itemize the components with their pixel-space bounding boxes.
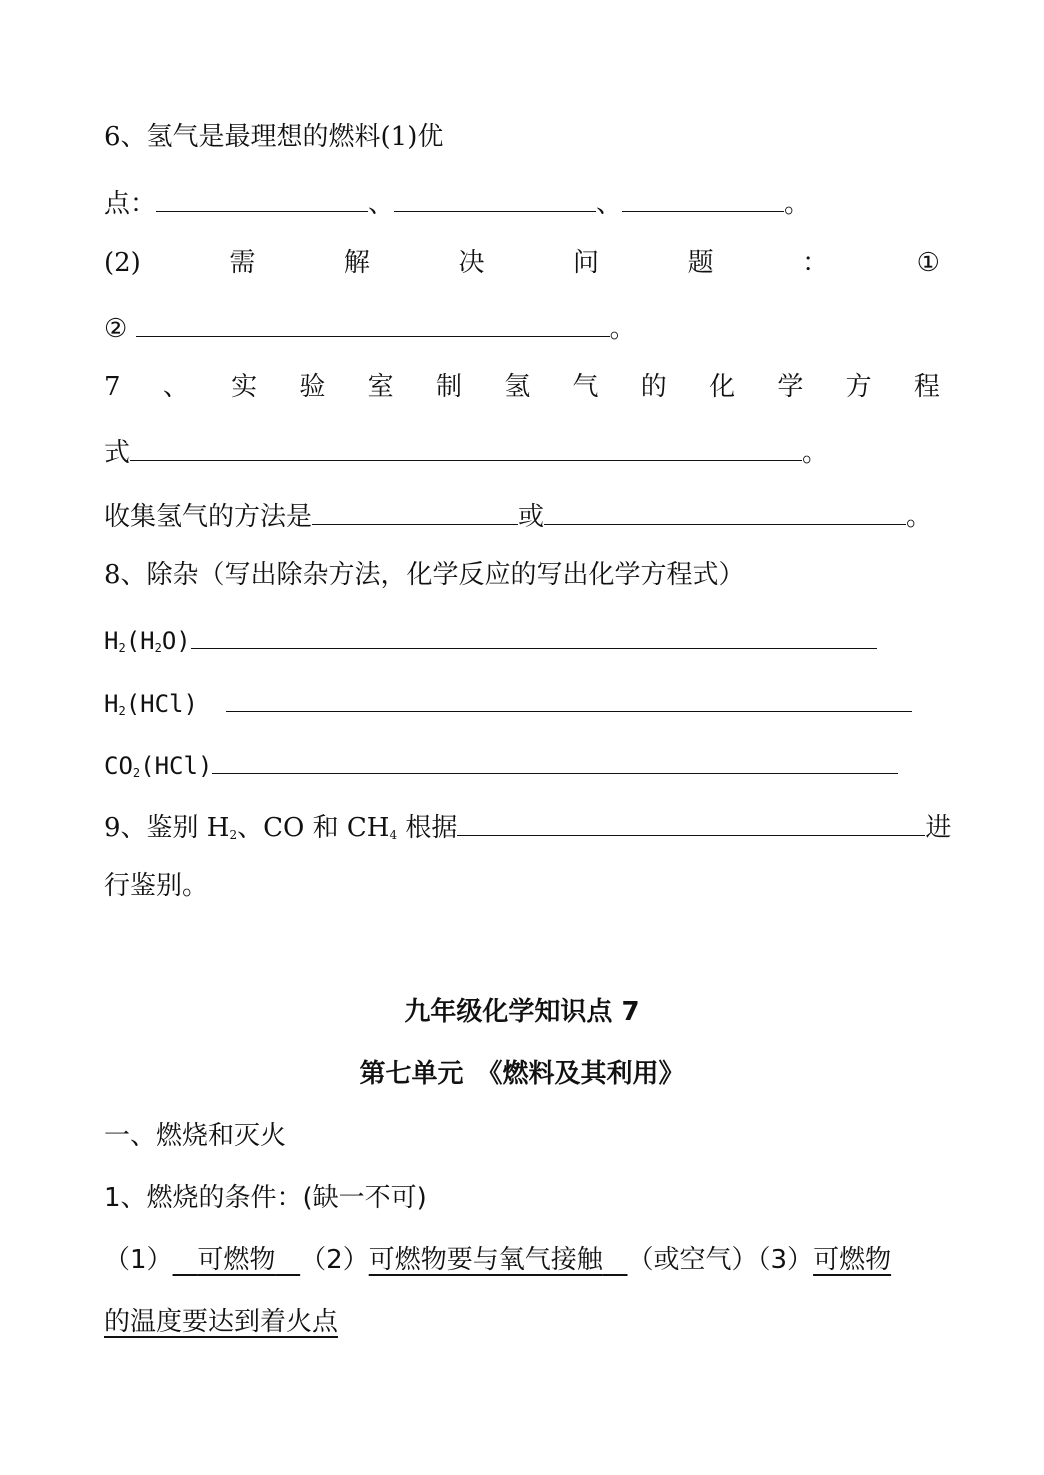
label: （2） (300, 1245, 369, 1275)
adv-label: 点： (104, 189, 157, 219)
q6-problem2-line (104, 306, 940, 346)
q8-row-h2-hcl (104, 681, 940, 721)
subscript: 2 (154, 641, 162, 655)
title-text: 九年级化学知识点 7 (404, 997, 640, 1027)
formula: O) (161, 627, 191, 655)
q6-line1 (104, 117, 940, 157)
formula: (H (125, 627, 155, 655)
heading-text: 一、燃烧和灭火 (104, 1121, 287, 1151)
period: 。 (609, 314, 636, 344)
q6-text: 6、氢气是最理想的燃料(1)优 (104, 122, 444, 152)
label: （或空气）（3） (627, 1245, 814, 1275)
subscript: 2 (132, 766, 141, 780)
char: 氢 (504, 372, 531, 402)
blank-adv-2[interactable] (394, 181, 596, 212)
char: 验 (299, 372, 326, 402)
char: (2) (104, 248, 141, 278)
q9-text: 进 (925, 813, 952, 843)
subscript: 2 (118, 704, 126, 718)
item-text: 1、燃烧的条件：(缺一不可) (104, 1183, 427, 1213)
answer-2 (369, 1245, 628, 1275)
char: 问 (573, 248, 600, 278)
period: 。 (906, 502, 933, 532)
blank-row1[interactable] (191, 618, 877, 649)
collect-label: 收集氢气的方法是 (104, 502, 313, 532)
char: 决 (458, 248, 485, 278)
char: 学 (777, 372, 804, 402)
char: ： (802, 248, 829, 278)
char: 室 (367, 372, 394, 402)
q6-problems-line (104, 243, 940, 283)
section-title (104, 992, 940, 1032)
q7-line1 (104, 367, 940, 407)
formula: H (104, 627, 119, 655)
q8-text: 8、除杂（写出除杂方法，化学反应的写出化学方程式） (104, 560, 745, 590)
conditions-line2 (104, 1302, 940, 1342)
char: 化 (709, 372, 736, 402)
blank-problem-2[interactable] (136, 306, 610, 337)
answer-1 (173, 1245, 301, 1275)
q9-text: 9、鉴别 H (104, 813, 230, 843)
q9-text: 根据 (397, 813, 458, 843)
q8-row-co2-hcl (104, 743, 940, 783)
period: 。 (784, 189, 811, 219)
blank-adv-3[interactable] (622, 181, 784, 212)
char: 需 (229, 248, 256, 278)
answer-3a: 可燃物 (813, 1245, 892, 1275)
q9-text: 行鉴别。 (104, 871, 209, 901)
char: 解 (343, 248, 370, 278)
blank-equation[interactable] (130, 430, 802, 461)
or-label: 或 (518, 502, 545, 532)
subscript: 2 (118, 641, 126, 655)
answer-text: 可燃物要与氧气接触 (368, 1245, 603, 1275)
formula: H (104, 690, 119, 718)
q6-advantages-line (104, 181, 940, 221)
q9-line1 (104, 805, 952, 845)
circle-two: ② (104, 314, 128, 344)
char: 、 (162, 372, 189, 402)
q7-equation-line (104, 430, 940, 470)
char: ① (916, 248, 940, 278)
subtitle-text: 第七单元 《燃料及其利用》 (359, 1059, 685, 1089)
item-conditions (104, 1178, 940, 1218)
sep: 、 (596, 189, 623, 219)
char: 制 (435, 372, 462, 402)
blank-collect-2[interactable] (544, 494, 906, 525)
heading-combustion (104, 1116, 940, 1156)
char: 方 (845, 372, 872, 402)
blank-collect-1[interactable] (312, 494, 518, 525)
blank-adv-1[interactable] (156, 181, 368, 212)
period: 。 (802, 438, 829, 468)
eq-label: 式 (104, 438, 131, 468)
label: （1） (104, 1245, 173, 1275)
blank-row2[interactable] (226, 681, 912, 712)
answer-3b (104, 1307, 630, 1337)
formula: (HCl) (125, 690, 198, 718)
subscript: 4 (389, 828, 398, 842)
blank-row3[interactable] (212, 743, 898, 774)
q7-collect-line (104, 494, 940, 534)
answer-text: 可燃物 (197, 1245, 276, 1275)
sep: 、 (368, 189, 395, 219)
blank-identify[interactable] (457, 805, 925, 836)
char: 程 (913, 372, 940, 402)
char: 的 (640, 372, 667, 402)
formula: CO (104, 752, 133, 780)
formula: (HCl) (140, 752, 213, 780)
char: 气 (572, 372, 599, 402)
answer-text: 的温度要达到着火点 (104, 1307, 339, 1337)
q9-line2 (104, 866, 940, 906)
char: 题 (687, 248, 714, 278)
section-subtitle (104, 1054, 940, 1094)
conditions-line1 (104, 1240, 940, 1280)
q9-text: 、CO 和 CH (237, 813, 390, 843)
char: 7 (104, 372, 121, 402)
q8-title (104, 555, 940, 595)
subscript: 2 (229, 828, 238, 842)
q8-row-h2-h2o (104, 618, 940, 658)
char: 实 (231, 372, 258, 402)
